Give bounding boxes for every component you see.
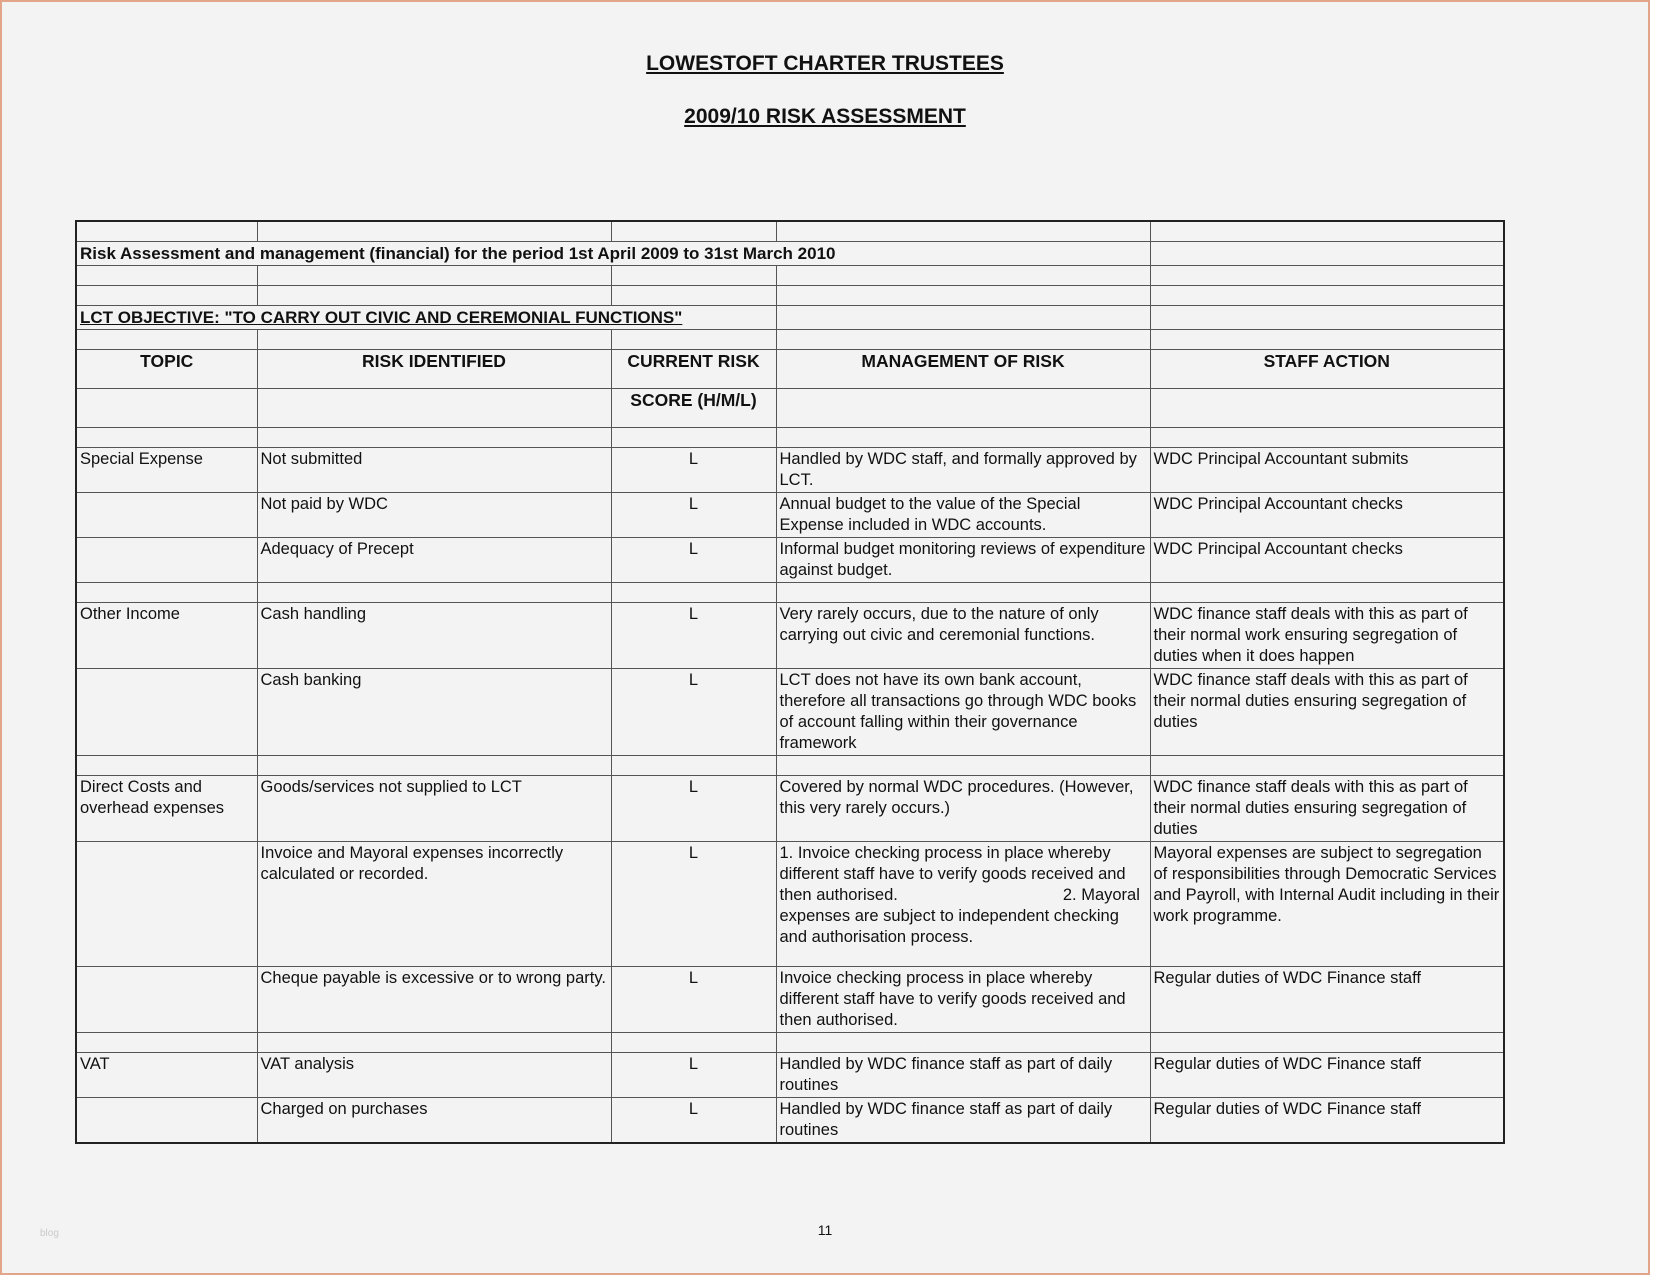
table-row: [76, 967, 1504, 1033]
management-cell: Annual budget to the value of the Special Expense included in WDC accounts.: [776, 493, 1150, 538]
staff-cell: WDC Principal Accountant checks: [1150, 538, 1504, 583]
header-row: [76, 350, 1504, 389]
objective-text: LCT OBJECTIVE: "TO CARRY OUT CIVIC AND CEREMONIAL FUNCTIONS": [76, 306, 776, 330]
staff-cell: WDC finance staff deals with this as part of their normal work ensuring segregation of duties when it does happen: [1150, 603, 1504, 669]
topic-cell: VAT: [76, 1053, 257, 1098]
score-cell: L: [611, 967, 776, 1033]
topic-cell: [76, 1098, 257, 1144]
staff-cell: WDC Principal Accountant submits: [1150, 448, 1504, 493]
table-row: [76, 842, 1504, 967]
spacer-row: [76, 428, 1504, 448]
topic-cell: [76, 967, 257, 1033]
topic-cell: Special Expense: [76, 448, 257, 493]
topic-cell: Other Income: [76, 603, 257, 669]
risk-cell: Goods/services not supplied to LCT: [257, 776, 611, 842]
score-cell: L: [611, 842, 776, 967]
management-cell: Very rarely occurs, due to the nature of only carrying out civic and ceremonial functions.: [776, 603, 1150, 669]
spacer-row: [76, 286, 1504, 306]
management-cell: Covered by normal WDC procedures. (However, this very rarely occurs.): [776, 776, 1150, 842]
intro-text: Risk Assessment and management (financial) for the period 1st April 2009 to 31st March 2010: [76, 242, 1150, 266]
management-cell: 1. Invoice checking process in place whereby different staff have to verify goods received and then authorised. 2. Mayoral expenses are subject to independent checking and authorisation process.: [776, 842, 1150, 967]
staff-cell: Regular duties of WDC Finance staff: [1150, 1098, 1504, 1144]
management-cell: Invoice checking process in place whereby different staff have to verify goods received and then authorised.: [776, 967, 1150, 1033]
header-row-2: [76, 389, 1504, 428]
management-cell: Informal budget monitoring reviews of expenditure against budget.: [776, 538, 1150, 583]
topic-cell: Direct Costs and overhead expenses: [76, 776, 257, 842]
spacer-row: [76, 266, 1504, 286]
risk-cell: Cash banking: [257, 669, 611, 756]
intro-row: [76, 242, 1504, 266]
objective-row: [76, 306, 1504, 330]
table-row: [76, 1053, 1504, 1098]
risk-cell: VAT analysis: [257, 1053, 611, 1098]
score-cell: L: [611, 493, 776, 538]
header-topic: TOPIC: [76, 350, 257, 389]
header-score-line2: SCORE (H/M/L): [611, 389, 776, 428]
table-row: [76, 669, 1504, 756]
table-row: [76, 1098, 1504, 1144]
header-score-line1: CURRENT RISK: [611, 350, 776, 389]
staff-cell: WDC finance staff deals with this as part of their normal duties ensuring segregation of duties: [1150, 776, 1504, 842]
score-cell: L: [611, 776, 776, 842]
topic-cell: [76, 669, 257, 756]
staff-cell: Regular duties of WDC Finance staff: [1150, 967, 1504, 1033]
staff-cell: Mayoral expenses are subject to segregation of responsibilities through Democratic Services and Payroll, with Internal Audit including in their work programme.: [1150, 842, 1504, 967]
risk-cell: Charged on purchases: [257, 1098, 611, 1144]
risk-assessment-table: [75, 220, 1505, 1144]
risk-cell: Adequacy of Precept: [257, 538, 611, 583]
spacer-row: [76, 221, 1504, 242]
watermark: blog: [40, 1228, 59, 1239]
document-subtitle: 2009/10 RISK ASSESSMENT: [684, 105, 966, 128]
spacer-row: [76, 330, 1504, 350]
spacer-row: [76, 1033, 1504, 1053]
document-title: LOWESTOFT CHARTER TRUSTEES: [646, 52, 1004, 75]
header-staff: STAFF ACTION: [1150, 350, 1504, 389]
risk-cell: Cash handling: [257, 603, 611, 669]
score-cell: L: [611, 538, 776, 583]
spacer-row: [76, 756, 1504, 776]
score-cell: L: [611, 1053, 776, 1098]
score-cell: L: [611, 1098, 776, 1144]
spacer-row: [76, 583, 1504, 603]
staff-cell: Regular duties of WDC Finance staff: [1150, 1053, 1504, 1098]
management-cell: Handled by WDC staff, and formally approved by LCT.: [776, 448, 1150, 493]
header-management: MANAGEMENT OF RISK: [776, 350, 1150, 389]
score-cell: L: [611, 448, 776, 493]
table-row: [76, 448, 1504, 493]
topic-cell: [76, 538, 257, 583]
risk-cell: Not paid by WDC: [257, 493, 611, 538]
score-cell: L: [611, 669, 776, 756]
risk-cell: Cheque payable is excessive or to wrong party.: [257, 967, 611, 1033]
staff-cell: WDC finance staff deals with this as part of their normal duties ensuring segregation of duties: [1150, 669, 1504, 756]
management-cell: Handled by WDC finance staff as part of daily routines: [776, 1098, 1150, 1144]
management-cell: Handled by WDC finance staff as part of daily routines: [776, 1053, 1150, 1098]
risk-cell: Not submitted: [257, 448, 611, 493]
risk-cell: Invoice and Mayoral expenses incorrectly calculated or recorded.: [257, 842, 611, 967]
page-number: 11: [817, 1222, 833, 1238]
table-row: [76, 538, 1504, 583]
header-risk: RISK IDENTIFIED: [257, 350, 611, 389]
score-cell: L: [611, 603, 776, 669]
table-row: [76, 603, 1504, 669]
topic-cell: [76, 493, 257, 538]
table-row: [76, 493, 1504, 538]
table-row: [76, 776, 1504, 842]
staff-cell: WDC Principal Accountant checks: [1150, 493, 1504, 538]
topic-cell: [76, 842, 257, 967]
management-cell: LCT does not have its own bank account, therefore all transactions go through WDC books of account falling within their governance framework: [776, 669, 1150, 756]
